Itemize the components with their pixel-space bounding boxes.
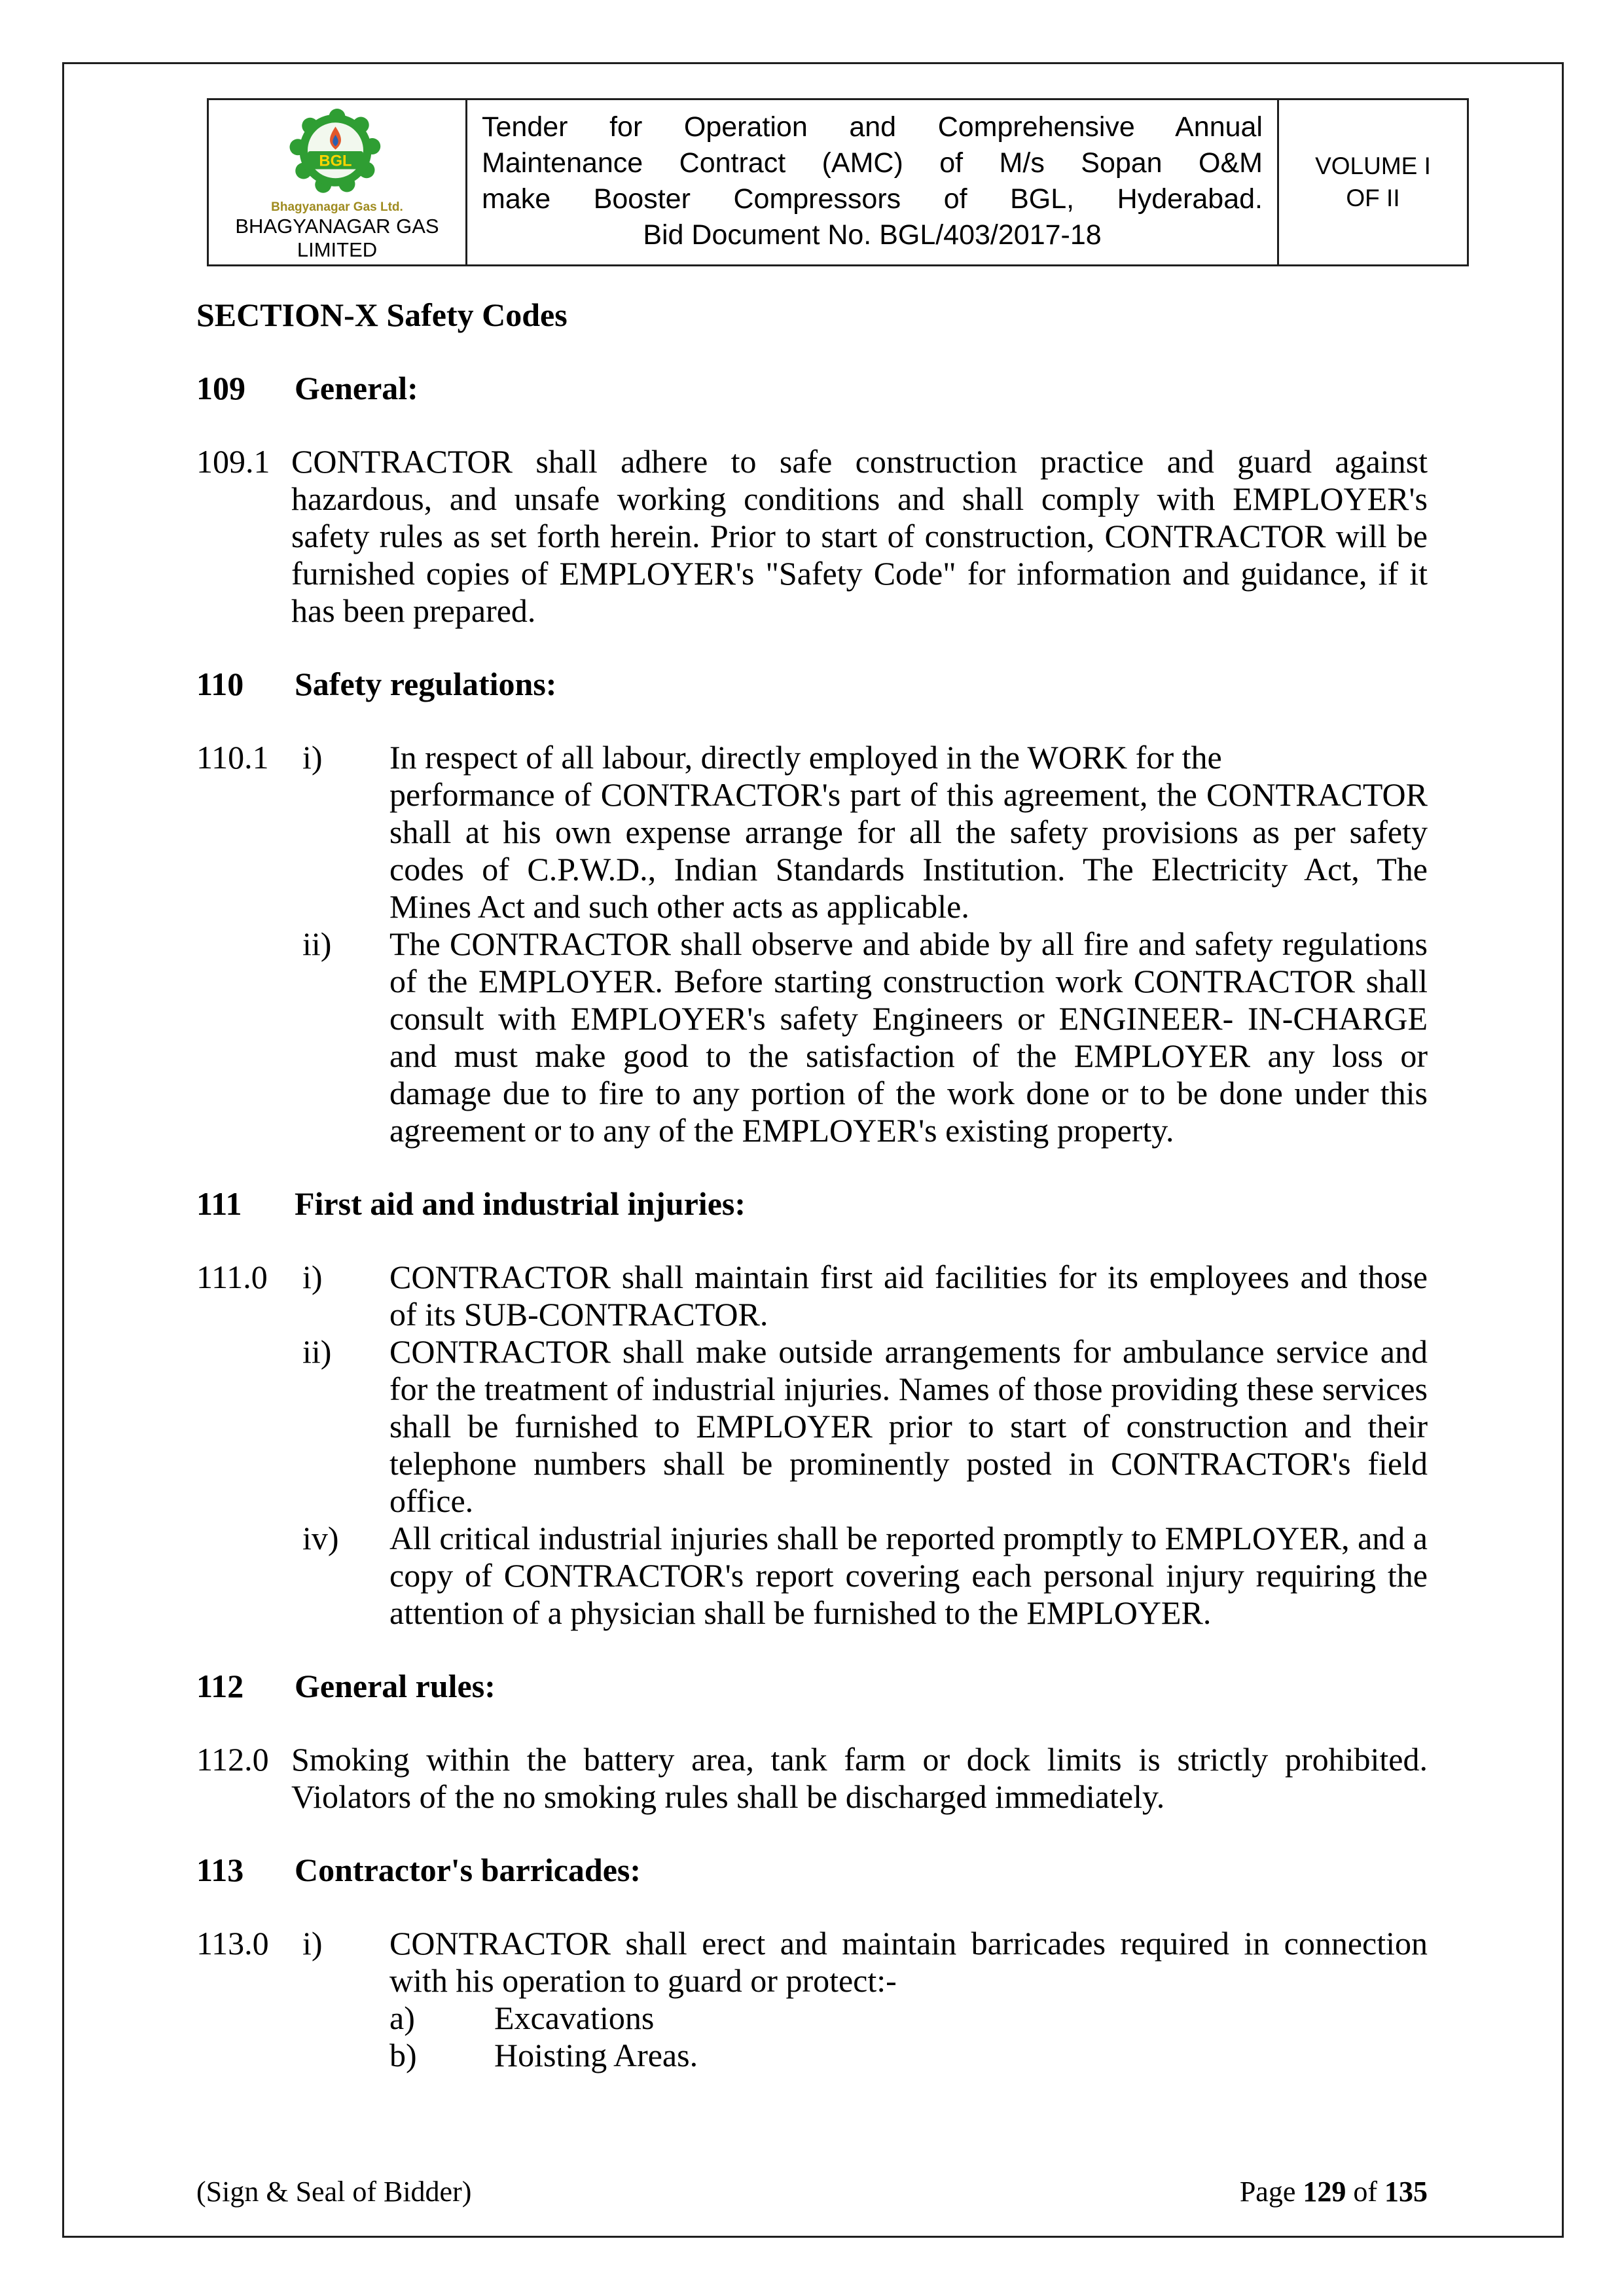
heading-title: Contractor's barricades: [295, 1852, 641, 1888]
sign-seal-note: (Sign & Seal of Bidder) [196, 2176, 472, 2208]
heading-number: 109 [196, 370, 245, 406]
clause-number: 109.1 [196, 443, 270, 480]
clause-item-i [196, 1925, 1428, 2074]
section-heading-109 [196, 370, 1428, 407]
clause-item-i [196, 1259, 1428, 1333]
clause-number: 112.0 [196, 1741, 269, 1778]
logo-tagline: Bhagyanagar Gas Ltd. [271, 200, 403, 214]
bid-document-number: Bid Document No. BGL/403/2017-18 [643, 219, 1102, 251]
page-footer [196, 2175, 1428, 2208]
tender-title-line1: Tender for Operation and Comprehensive Annual [482, 111, 1263, 143]
clause-112-0 [196, 1741, 1428, 1816]
of-label: of [1353, 2176, 1377, 2208]
sub-item-label: a) [389, 2000, 415, 2036]
item-text: The CONTRACTOR shall observe and abide by all fire and safety regulations of the EMPLOYER. Before starting construction work CONTRACTOR shall consult with EMPLOYER's safety Engineers or ENGINEER- IN-CHARGE and must make good to the satisfaction of the EMPLOYER any loss or damage due to fire to any portion of the work done or to be done under this agreement or to any of the EMPLOYER's existing property. [389, 925, 1428, 1149]
org-name-line1: BHAGYANAGAR GAS [235, 215, 439, 238]
org-name-line2: LIMITED [297, 238, 378, 261]
heading-number: 113 [196, 1852, 244, 1888]
sub-item-text: Hoisting Areas. [494, 2037, 698, 2073]
volume-cell [1278, 99, 1468, 266]
heading-number: 110 [196, 666, 244, 702]
tender-title-cell [467, 99, 1278, 266]
clause-111-0 [196, 1259, 1428, 1632]
page-number: 129 [1303, 2176, 1346, 2208]
clause-text: Smoking within the battery area, tank farm or dock limits is strictly prohibited. Violators of the no smoking rules shall be discharged immediately. [291, 1741, 1428, 1815]
page-total: 135 [1384, 2176, 1428, 2208]
section-heading-110 [196, 666, 1428, 703]
item-text: CONTRACTOR shall make outside arrangements for ambulance service and for the treatment of industrial injuries. Names of those providing these services shall be furnished to EMPLOYER prior to start of construction and their telephone numbers shall be prominently posted in CONTRACTOR's field office. [389, 1333, 1428, 1519]
clause-item-iv [302, 1520, 1428, 1632]
clause-113-0 [196, 1925, 1428, 2074]
clause-number: 113.0 [196, 1925, 269, 1962]
page-label: Page [1239, 2176, 1296, 2208]
page-indicator [1240, 2175, 1428, 2208]
sub-item-label: b) [389, 2037, 417, 2073]
item-label: ii) [302, 1333, 332, 1370]
volume-line2: OF II [1346, 184, 1400, 211]
heading-title: General: [295, 370, 418, 406]
clause-item-ii [302, 1333, 1428, 1520]
item-text: CONTRACTOR shall maintain first aid facilities for its employees and those of its SUB-CONTRACTOR. [389, 1259, 1428, 1333]
clause-109-1 [196, 443, 1428, 630]
section-heading-113 [196, 1852, 1428, 1889]
clause-item-i [196, 739, 1428, 925]
document-body [196, 296, 1428, 2074]
bgl-logo-icon [288, 105, 386, 197]
tender-title-line2: Maintenance Contract (AMC) of M/s Sopan O&M [482, 147, 1263, 179]
heading-number: 112 [196, 1668, 244, 1704]
item-text-rest: performance of CONTRACTOR's part of this agreement, the CONTRACTOR shall at his own expense arrange for all the safety provisions as per safety codes of C.P.W.D., Indian Standards Institution. The Electricity Act, The Mines Act and such other acts as applicable. [389, 776, 1428, 925]
item-text-line1: In respect of all labour, directly employed in the WORK for the [389, 739, 1222, 776]
item-label: ii) [302, 925, 332, 962]
logo-acronym: BGL [319, 152, 352, 170]
sub-item-b [389, 2037, 1428, 2074]
section-heading-111 [196, 1185, 1428, 1223]
item-text: CONTRACTOR shall erect and maintain barricades required in connection with his operation to guard or protect:- [389, 1925, 1428, 1999]
item-label: iv) [302, 1520, 339, 1556]
item-label: i) [302, 1259, 323, 1295]
clause-item-ii [302, 925, 1428, 1149]
logo-cell [208, 99, 467, 266]
clause-text: CONTRACTOR shall adhere to safe construction practice and guard against hazardous, and unsafe working conditions and shall comply with EMPLOYER's safety rules as set forth herein. Prior to start of construction, CONTRACTOR will be furnished copies of EMPLOYER's "Safety Code" for information and guidance, if it has been prepared. [291, 443, 1428, 629]
section-title: SECTION-X Safety Codes [196, 296, 568, 333]
item-label: i) [302, 739, 323, 776]
sub-item-a [389, 2000, 1428, 2037]
sub-item-text: Excavations [494, 2000, 655, 2036]
heading-number: 111 [196, 1185, 242, 1222]
item-text [389, 739, 1428, 925]
clause-number: 110.1 [196, 739, 269, 776]
volume-line1: VOLUME I [1315, 152, 1431, 180]
heading-title: First aid and industrial injuries: [295, 1185, 746, 1222]
document-header-table [207, 98, 1469, 266]
heading-title: Safety regulations: [295, 666, 557, 702]
item-label: i) [302, 1925, 323, 1962]
clause-110-1 [196, 739, 1428, 1149]
section-heading-112 [196, 1668, 1428, 1705]
heading-title: General rules: [295, 1668, 496, 1704]
clause-number: 111.0 [196, 1259, 268, 1295]
tender-title-line3: make Booster Compressors of BGL, Hyderabad. [482, 183, 1263, 215]
page-border [62, 62, 1564, 2238]
item-text: All critical industrial injuries shall be reported promptly to EMPLOYER, and a copy of CONTRACTOR's report covering each personal injury requiring the attention of a physician shall be furnished to the EMPLOYER. [389, 1520, 1428, 1631]
